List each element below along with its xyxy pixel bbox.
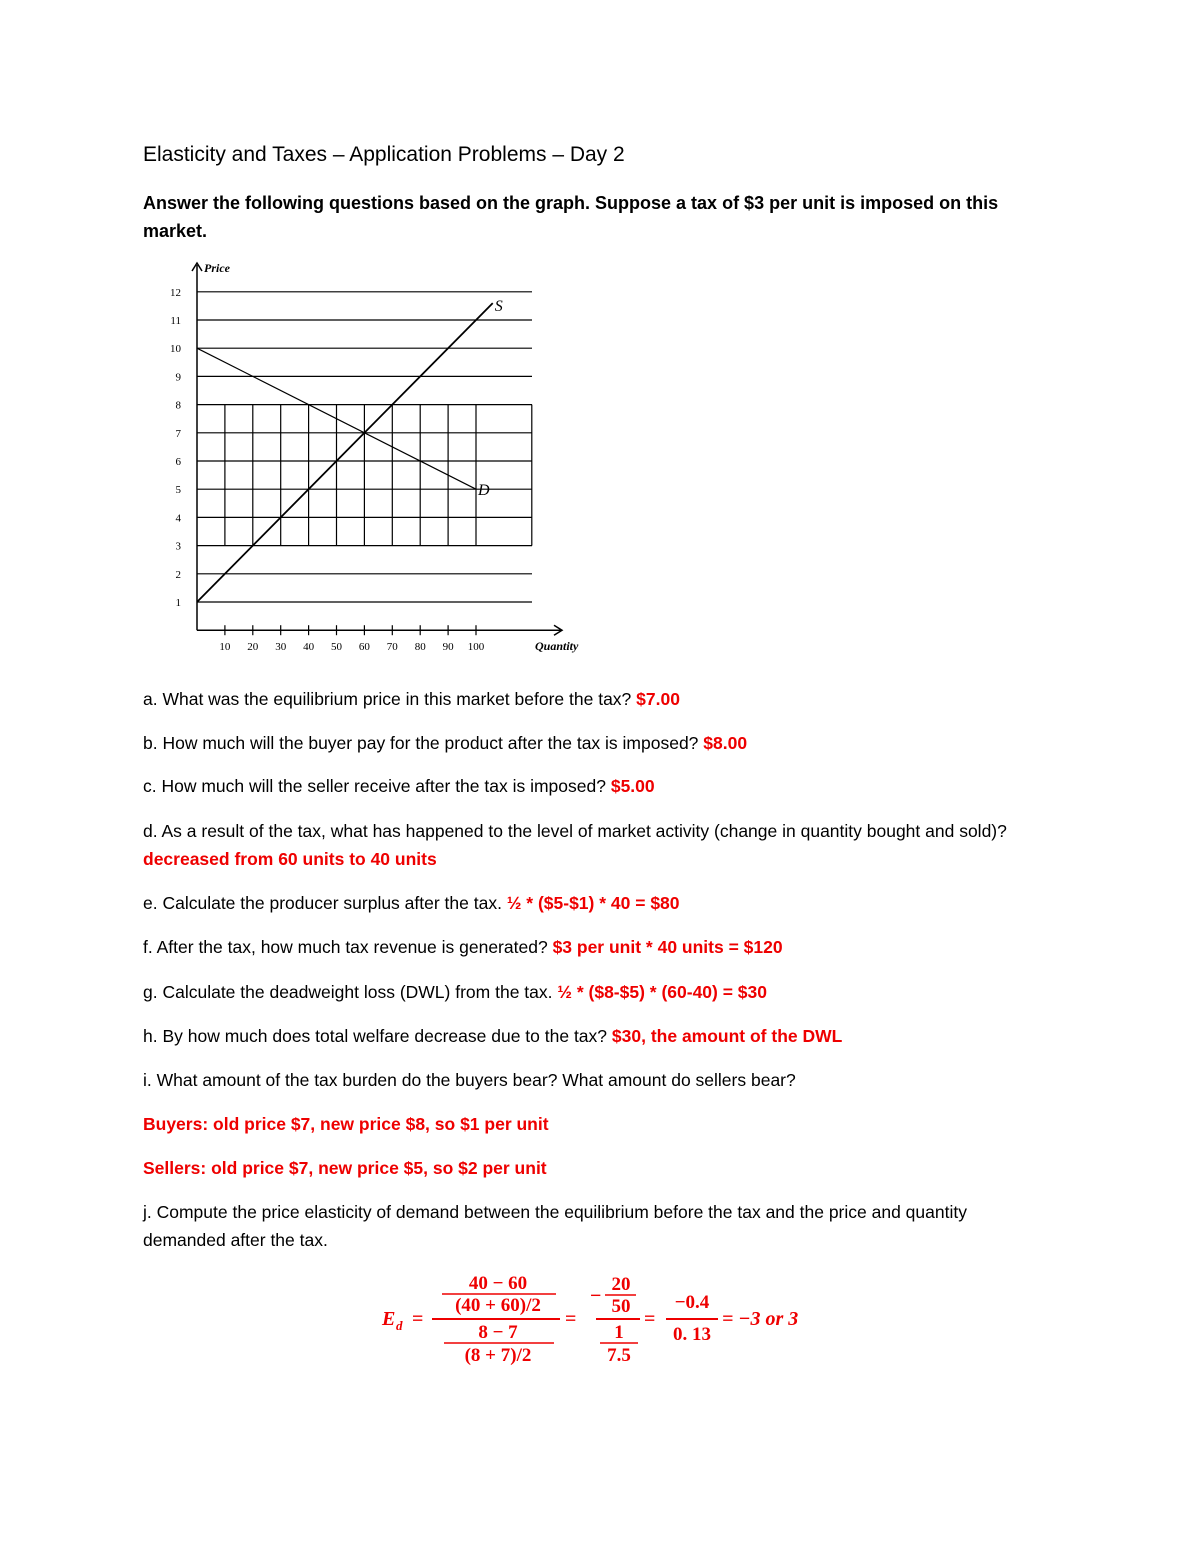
question-e bbox=[143, 889, 1053, 917]
question-f bbox=[143, 933, 1053, 961]
document-title: Elasticity and Taxes – Application Problems – Day 2 bbox=[143, 143, 625, 166]
question-text: i. What amount of the tax burden do the buyers bear? What amount do sellers bear? bbox=[143, 1070, 796, 1090]
y-tick-label: 7 bbox=[175, 427, 181, 440]
formula-frac2-den-den: 7.5 bbox=[607, 1345, 631, 1366]
y-tick-label: 8 bbox=[175, 399, 181, 412]
y-tick-label: 5 bbox=[175, 484, 181, 497]
question-text: e. Calculate the producer surplus after the tax. bbox=[143, 893, 502, 913]
y-tick-label: 6 bbox=[175, 456, 181, 468]
formula-equals-2: = bbox=[565, 1308, 577, 1330]
y-tick-label: 9 bbox=[175, 371, 181, 384]
question-a bbox=[143, 685, 1053, 713]
formula-lhs: E bbox=[382, 1308, 396, 1330]
question-text: b. How much will the buyer pay for the product after the tax is imposed? bbox=[143, 733, 699, 753]
formula-lhs-subscript: d bbox=[396, 1318, 403, 1333]
formula-frac2-num-den: 50 bbox=[611, 1296, 631, 1317]
formula-result: = −3 or 3 bbox=[722, 1308, 799, 1330]
y-tick-label: 4 bbox=[175, 512, 181, 525]
question-d bbox=[143, 817, 1053, 873]
series-label-d: D bbox=[478, 482, 490, 500]
x-tick-label: 40 bbox=[303, 641, 315, 654]
question-b bbox=[143, 729, 1053, 757]
x-tick-label: 50 bbox=[331, 641, 342, 654]
elasticity-formula bbox=[370, 1262, 840, 1372]
y-tick-label: 2 bbox=[175, 568, 181, 581]
answer-text: $3 per unit * 40 units = $120 bbox=[552, 937, 783, 957]
y-tick-label: 10 bbox=[170, 343, 181, 356]
answer-text: $5.00 bbox=[610, 776, 655, 796]
formula-num-bottom: (40 + 60)/2 bbox=[455, 1295, 541, 1316]
answer-buyers: Buyers: old price $7, new price $8, so $1 per unit bbox=[143, 1114, 549, 1134]
formula-frac2-sign: − bbox=[590, 1285, 602, 1307]
answer-text: decreased from 60 units to 40 units bbox=[143, 849, 437, 869]
answer-text: $8.00 bbox=[703, 733, 748, 753]
formula-frac3-num: −0.4 bbox=[674, 1292, 710, 1313]
x-tick-label: 80 bbox=[414, 641, 426, 654]
answer-text: $7.00 bbox=[636, 689, 680, 709]
x-tick-label: 70 bbox=[386, 641, 398, 654]
x-tick-label: 100 bbox=[467, 641, 485, 654]
answer-text: ½ * ($5-$1) * 40 = $80 bbox=[506, 893, 680, 913]
formula-equals-1: = bbox=[412, 1308, 424, 1330]
question-j: j. Compute the price elasticity of demand between the equilibrium before the tax and the price and quantity demanded after the tax. bbox=[143, 1202, 967, 1250]
formula-den-bottom: (8 + 7)/2 bbox=[464, 1345, 532, 1366]
y-axis-label: Price bbox=[204, 261, 230, 275]
x-tick-label: 90 bbox=[442, 641, 454, 654]
question-g bbox=[143, 978, 1053, 1006]
formula-equals-3: = bbox=[644, 1308, 656, 1330]
x-tick-label: 10 bbox=[219, 641, 231, 654]
series-label-s: S bbox=[494, 298, 503, 316]
intro-instructions: Answer the following questions based on the graph. Suppose a tax of $3 per unit is imposed on this market. bbox=[143, 193, 999, 241]
question-text: f. After the tax, how much tax revenue is generated? bbox=[143, 937, 548, 957]
question-text: a. What was the equilibrium price in this market before the tax? bbox=[143, 689, 632, 709]
y-tick-label: 11 bbox=[170, 315, 181, 327]
answer-text: ½ * ($8-$5) * (60-40) = $30 bbox=[557, 982, 768, 1002]
x-tick-label: 20 bbox=[247, 641, 259, 654]
answer-sellers: Sellers: old price $7, new price $5, so $2 per unit bbox=[143, 1158, 547, 1178]
question-text: d. As a result of the tax, what has happened to the level of market activity (change in quantity bought and sold)? bbox=[143, 821, 1007, 841]
question-text: h. By how much does total welfare decrease due to the tax? bbox=[143, 1026, 608, 1046]
question-text: g. Calculate the deadweight loss (DWL) from the tax. bbox=[143, 982, 553, 1002]
supply-demand-chart bbox=[160, 255, 580, 665]
question-h bbox=[143, 1022, 1053, 1050]
formula-frac3-den: 0. 13 bbox=[673, 1324, 711, 1345]
formula-den-top: 8 − 7 bbox=[478, 1322, 518, 1343]
x-tick-label: 30 bbox=[275, 641, 287, 654]
y-tick-label: 3 bbox=[175, 540, 181, 553]
x-tick-label: 60 bbox=[358, 641, 370, 654]
answer-text: $30, the amount of the DWL bbox=[611, 1026, 843, 1046]
y-tick-label: 12 bbox=[170, 286, 181, 299]
formula-num-top: 40 − 60 bbox=[468, 1273, 528, 1294]
x-axis-label: Quantity bbox=[535, 639, 579, 654]
y-tick-label: 1 bbox=[175, 597, 181, 609]
question-i bbox=[143, 1066, 1053, 1094]
formula-frac2-den-num: 1 bbox=[614, 1322, 624, 1343]
question-text: c. How much will the seller receive after the tax is imposed? bbox=[143, 776, 606, 796]
question-c bbox=[143, 772, 1053, 800]
formula-frac2-num: 20 bbox=[611, 1274, 631, 1295]
